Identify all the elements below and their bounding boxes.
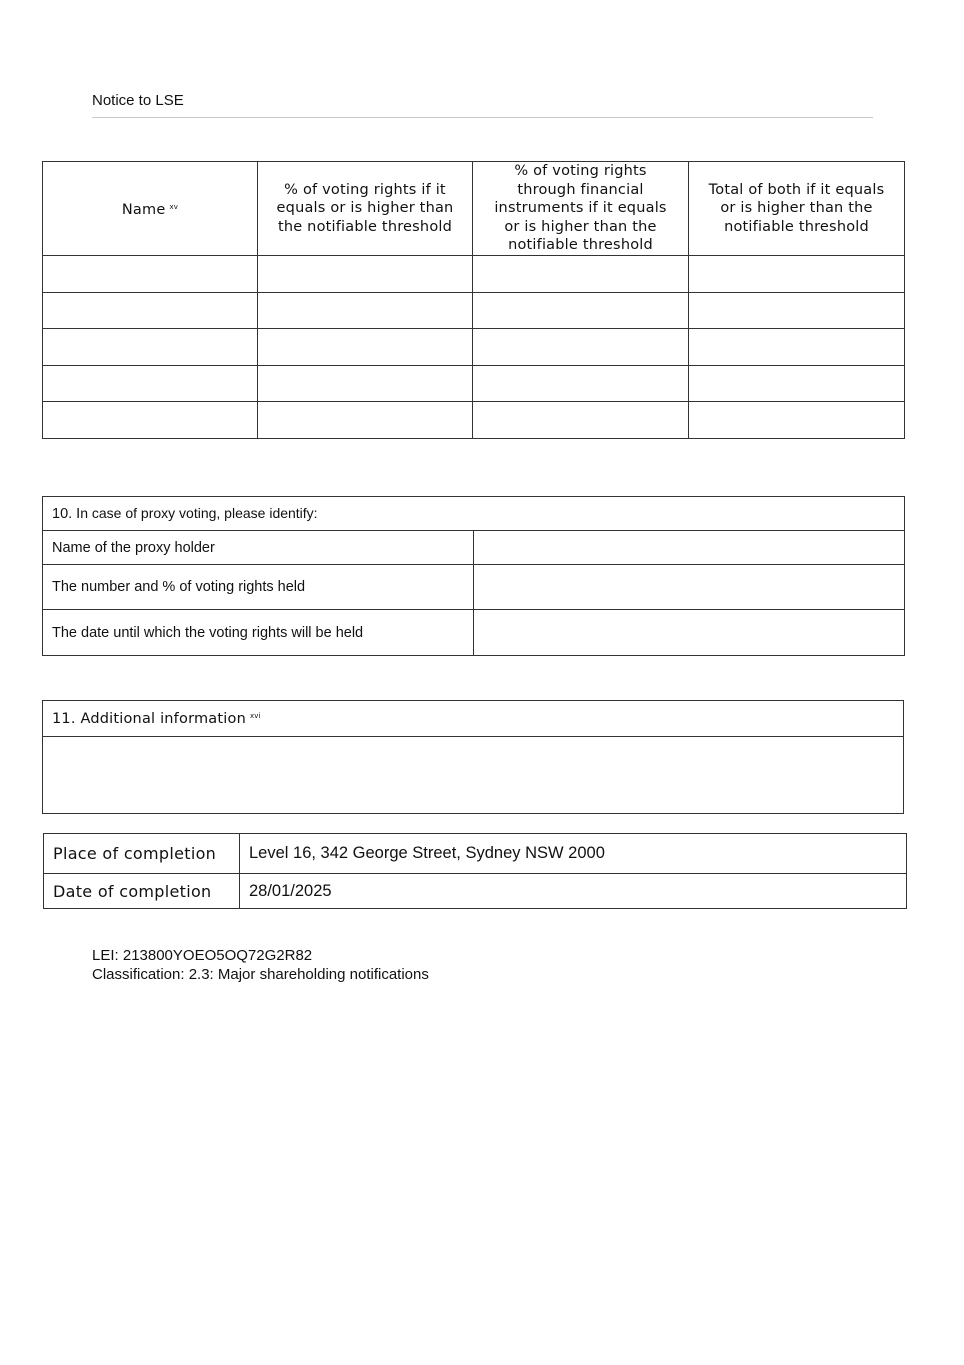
table-row bbox=[43, 610, 905, 656]
table-cell[interactable] bbox=[689, 256, 905, 293]
column-header-total: Total of both if it equals or is higher than the notifiable threshold bbox=[689, 162, 905, 256]
table-cell[interactable] bbox=[258, 292, 473, 329]
table-cell[interactable] bbox=[689, 402, 905, 439]
additional-information-title-row bbox=[43, 701, 904, 737]
table-cell[interactable] bbox=[43, 292, 258, 329]
column-header-voting-rights: % of voting rights if it equals or is higher than the notifiable threshold bbox=[258, 162, 473, 256]
additional-information-table bbox=[42, 700, 904, 814]
proxy-section-title: 10. In case of proxy voting, please identify: bbox=[43, 497, 905, 531]
voting-rights-until-date-field[interactable] bbox=[474, 610, 905, 656]
page-header-title: Notice to LSE bbox=[92, 92, 873, 118]
table-cell[interactable] bbox=[258, 402, 473, 439]
table-cell[interactable] bbox=[258, 256, 473, 293]
table-cell[interactable] bbox=[473, 329, 689, 366]
holdings-header-row bbox=[43, 162, 905, 256]
table-cell[interactable] bbox=[473, 365, 689, 402]
proxy-holder-name-label: Name of the proxy holder bbox=[43, 531, 474, 565]
table-row bbox=[43, 292, 905, 329]
lei-text: LEI: 213800YOEO5OQ72G2R82 bbox=[92, 947, 313, 964]
table-cell[interactable] bbox=[689, 365, 905, 402]
place-of-completion-label: Place of completion bbox=[44, 834, 240, 874]
column-header-name: Name $^{xv}$ bbox=[43, 162, 258, 256]
table-row bbox=[44, 834, 907, 874]
table-row bbox=[43, 256, 905, 293]
endnote-marker: xvi bbox=[249, 711, 261, 720]
completion-table bbox=[43, 833, 907, 909]
table-cell[interactable] bbox=[258, 365, 473, 402]
table-cell[interactable] bbox=[473, 256, 689, 293]
voting-rights-held-field[interactable] bbox=[474, 565, 905, 610]
table-cell[interactable] bbox=[689, 292, 905, 329]
proxy-section-title-row bbox=[43, 497, 905, 531]
table-cell[interactable] bbox=[43, 256, 258, 293]
voting-rights-until-date-label: The date until which the voting rights will be held bbox=[43, 610, 474, 656]
footer bbox=[92, 946, 429, 984]
additional-information-body-row bbox=[43, 737, 904, 814]
table-cell[interactable] bbox=[473, 402, 689, 439]
table-cell[interactable] bbox=[43, 365, 258, 402]
additional-information-title: 11. Additional information $^{xvi}$ bbox=[43, 701, 904, 737]
table-row bbox=[43, 565, 905, 610]
table-cell[interactable] bbox=[473, 292, 689, 329]
table-row bbox=[43, 329, 905, 366]
table-cell[interactable] bbox=[258, 329, 473, 366]
classification-text: Classification: 2.3: Major shareholding notifications bbox=[92, 966, 429, 983]
endnote-marker: xv bbox=[169, 202, 179, 211]
proxy-voting-table bbox=[42, 496, 905, 656]
additional-information-field[interactable] bbox=[43, 737, 904, 814]
table-row bbox=[43, 402, 905, 439]
table-row bbox=[44, 874, 907, 909]
table-cell[interactable] bbox=[689, 329, 905, 366]
voting-rights-held-label: The number and % of voting rights held bbox=[43, 565, 474, 610]
table-cell[interactable] bbox=[43, 402, 258, 439]
column-header-financial-instruments: % of voting rights through financial instruments if it equals or is higher than the notifiable threshold bbox=[473, 162, 689, 256]
table-row bbox=[43, 365, 905, 402]
date-of-completion-value[interactable]: 28/01/2025 bbox=[240, 874, 907, 909]
proxy-holder-name-field[interactable] bbox=[474, 531, 905, 565]
holdings-table bbox=[42, 161, 905, 439]
place-of-completion-value[interactable]: Level 16, 342 George Street, Sydney NSW 2000 bbox=[240, 834, 907, 874]
date-of-completion-label: Date of completion bbox=[44, 874, 240, 909]
table-cell[interactable] bbox=[43, 329, 258, 366]
table-row bbox=[43, 531, 905, 565]
